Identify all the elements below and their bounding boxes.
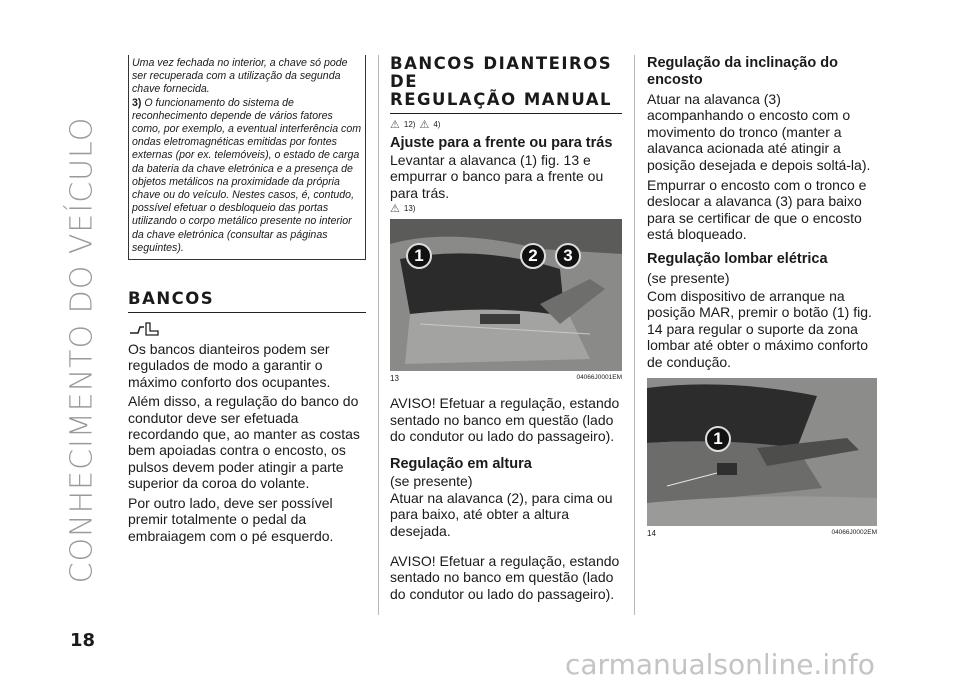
- column-2: [390, 55, 622, 602]
- column-divider: [378, 55, 379, 615]
- marker-2: 2: [520, 243, 546, 269]
- note-intro: Uma vez fechada no interior, a chave só pode ser recuperada com a utilização da segunda chave fornecida.: [132, 57, 348, 96]
- column-1: [128, 55, 366, 544]
- page-number: 18: [70, 630, 96, 651]
- seat-icon: [128, 321, 366, 337]
- altura-text: Atuar na alavanca (2), para cima ou para baixo, até obter a altura desejada.: [390, 489, 613, 539]
- manual-refs: [390, 117, 622, 131]
- marker-3: 3: [555, 243, 581, 269]
- aviso-2: AVISO! Efetuar a regulação, estando sentado no banco em questão (lado do condutor ou lado do passageiro).: [390, 553, 620, 602]
- figure-13-photo: [390, 219, 622, 371]
- marker-1: 1: [705, 426, 731, 452]
- bancos-paragraph: Os bancos dianteiros podem ser regulados de modo a garantir o máximo conforto dos ocupantes.: [128, 341, 331, 390]
- ajuste-text: Levantar a alavanca (1) fig. 13 e empurrar o banco para a frente ou para trás.: [390, 152, 604, 201]
- lombar-text: Com dispositivo de arranque na posição MAR, premir o botão (1) fig. 14 para regular o suporte da zona lombar até obter o máximo conforto de condução.: [647, 288, 872, 370]
- manual-title-line2: REGULAÇÃO MANUAL: [390, 90, 613, 109]
- figure-number: 13: [390, 374, 399, 384]
- column-3: [647, 55, 877, 538]
- title-rule: [128, 312, 366, 313]
- warning-icon: ⚠: [390, 118, 400, 131]
- note-item: [132, 97, 362, 255]
- figure-14-photo: [647, 378, 877, 526]
- bancos-paragraph: Por outro lado, deve ser possível premir totalmente o pedal da embraiagem com o pé esquerdo.: [128, 494, 334, 544]
- lombar-heading: Regulação lombar elétrica: [647, 250, 828, 267]
- marker-1: 1: [406, 243, 432, 269]
- warning-icon: ⚠: [390, 202, 400, 215]
- title-rule: [390, 113, 622, 114]
- ajuste-ref: [390, 201, 622, 215]
- ref-label: 4): [433, 119, 441, 129]
- section-side-title: CONHECIMENTO DO VEÍCULO: [64, 116, 100, 584]
- altura-sub: (se presente): [390, 473, 473, 490]
- aviso-1: AVISO! Efetuar a regulação, estando sentado no banco em questão (lado do condutor ou lado do passageiro).: [390, 395, 620, 445]
- altura-heading: Regulação em altura: [390, 456, 532, 473]
- column-divider: [634, 55, 635, 615]
- note-number: 3): [132, 96, 142, 109]
- figure-13-caption: [390, 371, 622, 383]
- watermark: carmanualsonline.info: [565, 648, 875, 681]
- bancos-paragraph: Além disso, a regulação do banco do condutor deve ser efetuada recordando que, ao manter as costas bem apoiadas contra o encosto, os pulsos devem poder atingir a parte superior da coroa do volante.: [128, 393, 360, 492]
- note-text: O funcionamento do sistema de reconhecimento depende de vários fatores como, por exemplo, a eventual interferência com ondas eletromagnéticas emitidas por fontes externas (por ex. telemóveis), o estado de carga da bateria da chave eletrónica e a presença de objetos metálicos na proximidade da própria chave ou do veículo. Nestes casos, é, contudo, possível efetuar o desbloqueio das portas utilizando o corpo metálico presente no interior da chave eletrónica (consultar as páginas seguintes).: [132, 96, 362, 254]
- inclinacao-text-1: Atuar na alavanca (3) acompanhando o encosto com o movimento do tronco (manter a alavanca acionada até atingir a posição desejada e depois soltá-la).: [647, 91, 871, 173]
- figure-number: 14: [647, 529, 656, 539]
- caution-icon: ⚠: [419, 118, 430, 131]
- inclinacao-heading: Regulação da inclinação do encosto: [647, 55, 838, 88]
- figure-code: 04066J0001EM: [576, 374, 622, 382]
- manual-title-line1: BANCOS DIANTEIROS DE: [390, 54, 613, 91]
- ajuste-heading: Ajuste para a frente ou para trás: [390, 135, 613, 151]
- figure-code: 04066J0002EM: [831, 529, 877, 537]
- inclinacao-text-2: Empurrar o encosto com o tronco e deslocar a alavanca (3) para baixo para se certificar de que o encosto está bloqueado.: [647, 177, 867, 243]
- bancos-section: [128, 290, 366, 544]
- bancos-title: BANCOS: [128, 289, 215, 309]
- note-box: [128, 55, 366, 260]
- ref-label: 13): [403, 203, 416, 213]
- ref-label: 12): [403, 119, 416, 129]
- lombar-sub: (se presente): [647, 269, 730, 286]
- figure-14-caption: [647, 526, 877, 538]
